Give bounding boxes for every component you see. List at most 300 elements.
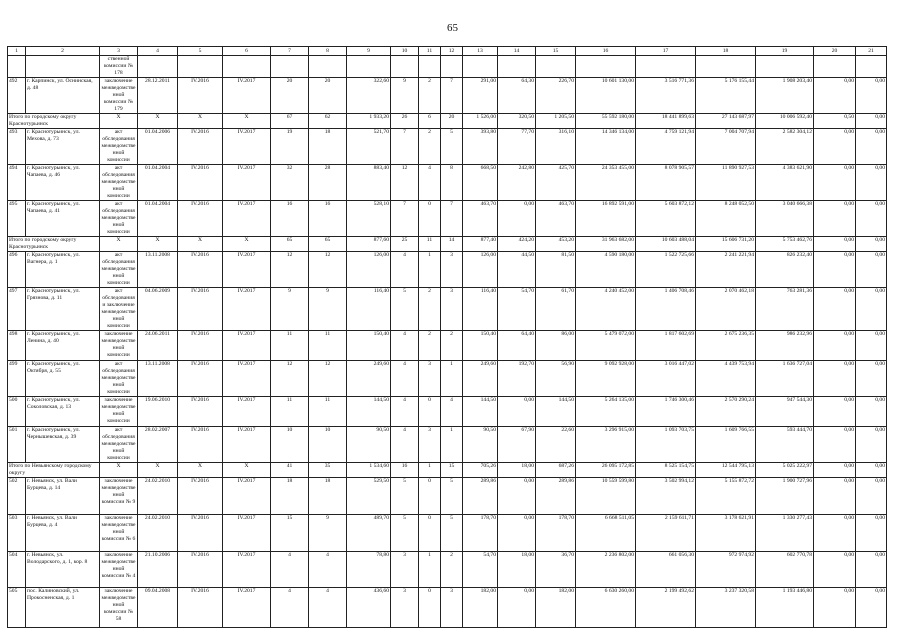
table-cell: 3 016 447,02 xyxy=(636,361,696,397)
table-cell: 0,00 xyxy=(856,331,887,361)
table-cell: г. Краснотурьинск, ул. Чернышевская, д. 39 xyxy=(26,427,100,463)
table-cell: 1 193 446,80 xyxy=(756,588,814,628)
column-number-cell: 9 xyxy=(347,47,391,56)
table-cell: 6 630 260,00 xyxy=(576,588,636,628)
column-number-cell: 7 xyxy=(271,47,309,56)
table-cell: 20 xyxy=(309,78,347,114)
table-cell: 0,00 xyxy=(498,515,536,552)
table-cell: 3 296 915,00 xyxy=(576,427,636,463)
table-cell: 11 xyxy=(309,397,347,427)
table-cell: 249,60 xyxy=(347,361,391,397)
table-cell: 2 xyxy=(419,78,441,114)
table-cell: Х xyxy=(178,463,223,478)
table-cell: 24.06.2011 xyxy=(138,331,178,361)
table-cell: 1 526,00 xyxy=(463,114,498,129)
table-cell: 5 025 222,97 xyxy=(756,463,814,478)
table-cell: 1 406 708,46 xyxy=(636,288,696,331)
table-cell: 11 xyxy=(309,331,347,361)
table-cell: IV.2017 xyxy=(223,427,271,463)
subtotal-row xyxy=(8,463,887,478)
table-cell xyxy=(419,56,441,78)
table-cell: 502 xyxy=(8,478,26,515)
table-cell: 602 770,78 xyxy=(756,552,814,588)
table-cell: Х xyxy=(138,463,178,478)
table-cell: 1 xyxy=(419,252,441,288)
table-cell: 3 237 320,58 xyxy=(696,588,756,628)
table-cell: IV.2016 xyxy=(178,288,223,331)
table-cell: 453,20 xyxy=(536,237,576,252)
table-cell: 1 xyxy=(441,427,463,463)
table-cell: г. Краснотурьинск, ул. Чапаева, д. 41 xyxy=(26,201,100,237)
table-cell: 521,70 xyxy=(347,129,391,165)
table-cell: 5 xyxy=(441,478,463,515)
table-cell: 501 xyxy=(8,427,26,463)
table-cell: 09.04.2008 xyxy=(138,588,178,628)
table-cell: 4 240 452,00 xyxy=(576,288,636,331)
table-cell: 0,00 xyxy=(814,427,856,463)
table-cell xyxy=(463,56,498,78)
table-cell: 13.11.2008 xyxy=(138,361,178,397)
table-cell: 144,50 xyxy=(536,397,576,427)
table-cell: 0,00 xyxy=(856,288,887,331)
table-cell: 6 668 511,05 xyxy=(576,515,636,552)
table-cell: IV.2017 xyxy=(223,588,271,628)
table-cell: 242,80 xyxy=(498,165,536,201)
table-cell: 947 544,30 xyxy=(756,397,814,427)
table-cell: 126,00 xyxy=(347,252,391,288)
data-table-sheet xyxy=(7,46,884,628)
table-cell: 150,40 xyxy=(347,331,391,361)
table-cell: 24.02.2010 xyxy=(138,478,178,515)
table-cell: 320,50 xyxy=(498,114,536,129)
table-cell: 10 xyxy=(309,427,347,463)
table-cell: 7 xyxy=(441,78,463,114)
table-cell xyxy=(178,56,223,78)
table-cell: 393,80 xyxy=(463,129,498,165)
table-cell: 1 522 725,66 xyxy=(636,252,696,288)
table-cell: 493 xyxy=(8,129,26,165)
table-cell: 41 xyxy=(271,463,309,478)
table-cell: 55 592 180,00 xyxy=(576,114,636,129)
table-cell: 528,10 xyxy=(347,201,391,237)
table-cell: 12 xyxy=(309,361,347,397)
table-cell: 0,00 xyxy=(498,201,536,237)
table-cell: 7 xyxy=(391,201,419,237)
table-cell xyxy=(309,56,347,78)
table-cell: акт обследования и заключение межведомственной комиссии xyxy=(101,288,136,329)
table-cell: г. Краснотурьинск, ул. Вагнера, д. 1 xyxy=(26,252,100,288)
table-cell: 3 xyxy=(441,252,463,288)
table-cell: заключение межведомственной комиссии xyxy=(100,397,138,427)
table-cell: 5 xyxy=(391,478,419,515)
table-cell: Х xyxy=(223,237,271,252)
table-cell: 24.02.2010 xyxy=(138,515,178,552)
column-number-cell: 13 xyxy=(463,47,498,56)
table-cell: 18,00 xyxy=(498,463,536,478)
table-cell: IV.2017 xyxy=(223,78,271,114)
table-cell: 26 095 172,85 xyxy=(576,463,636,478)
table-cell: 763 281,36 xyxy=(756,288,814,331)
table-cell: 0,00 xyxy=(498,397,536,427)
table-cell: 11 xyxy=(271,331,309,361)
table-cell: 16 892 591,00 xyxy=(576,201,636,237)
table-cell: 0,00 xyxy=(814,288,856,331)
table-cell: 0,00 xyxy=(814,361,856,397)
table-cell: 18 xyxy=(309,129,347,165)
table-cell: 12 544 795,13 xyxy=(696,463,756,478)
table-cell: 9 xyxy=(391,78,419,114)
table-cell: 497 xyxy=(8,288,26,331)
table-cell: 9 xyxy=(309,288,347,331)
table-cell: 0,00 xyxy=(856,114,887,129)
table-cell: 15 xyxy=(271,515,309,552)
table-cell: 13.11.2008 xyxy=(138,252,178,288)
table-cell xyxy=(391,56,419,78)
table-cell: 291,00 xyxy=(463,78,498,114)
table-cell: IV.2016 xyxy=(178,552,223,588)
table-cell: 1 xyxy=(419,552,441,588)
table-cell: 505 xyxy=(8,588,26,628)
column-number-cell: 11 xyxy=(419,47,441,56)
table-cell: 7 xyxy=(391,129,419,165)
table-cell: 503 xyxy=(8,515,26,552)
table-cell: 16 xyxy=(391,463,419,478)
table-cell: 4 590 180,00 xyxy=(576,252,636,288)
column-number-cell: 4 xyxy=(138,47,178,56)
table-cell: 661 056,30 xyxy=(636,552,696,588)
table-cell: IV.2017 xyxy=(223,201,271,237)
table-cell: 0,00 xyxy=(856,515,887,552)
table-cell: 529,50 xyxy=(347,478,391,515)
table-cell: 249,60 xyxy=(463,361,498,397)
table-cell: 28.12.2011 xyxy=(138,78,178,114)
table-cell: Х xyxy=(178,114,223,129)
table-cell: 883,40 xyxy=(347,165,391,201)
table-cell: 2 236 802,00 xyxy=(576,552,636,588)
table-cell: 2 675 236,35 xyxy=(696,331,756,361)
table-row xyxy=(8,201,887,237)
table-cell: 18 xyxy=(271,478,309,515)
table-cell: 35 xyxy=(309,463,347,478)
table-row xyxy=(8,78,887,114)
table-cell: 498 xyxy=(8,331,26,361)
table-cell: 26 xyxy=(391,114,419,129)
table-cell: 2 582 304,12 xyxy=(756,129,814,165)
table-cell xyxy=(498,56,536,78)
table-cell: 182,00 xyxy=(536,588,576,628)
table-cell: 3 xyxy=(419,427,441,463)
table-cell xyxy=(576,56,636,78)
table-cell: 0,00 xyxy=(814,397,856,427)
table-cell: 20 xyxy=(441,114,463,129)
table-cell: 144,50 xyxy=(463,397,498,427)
table-cell: 56,90 xyxy=(536,361,576,397)
table-cell: 77,70 xyxy=(498,129,536,165)
table-cell: 4 xyxy=(391,252,419,288)
table-cell: 316,10 xyxy=(536,129,576,165)
table-cell: 12 xyxy=(271,361,309,397)
table-cell: 4 xyxy=(271,552,309,588)
table-cell: 27 143 687,97 xyxy=(696,114,756,129)
table-cell: 21.10.2006 xyxy=(138,552,178,588)
table-cell xyxy=(223,56,271,78)
table-cell: 5 xyxy=(441,129,463,165)
column-number-cell: 19 xyxy=(756,47,814,56)
column-number-cell: 2 xyxy=(26,47,100,56)
table-row xyxy=(8,552,887,588)
table-cell: заключение межведомственной комиссии № 9 xyxy=(100,478,138,515)
table-cell: 2 xyxy=(441,552,463,588)
table-body xyxy=(8,47,887,628)
table-cell: IV.2016 xyxy=(178,397,223,427)
table-cell: 492 xyxy=(8,78,26,114)
table-cell: 67,90 xyxy=(498,427,536,463)
table-cell: 424,20 xyxy=(498,237,536,252)
table-cell: 1 908 203,40 xyxy=(756,78,814,114)
table-cell: IV.2017 xyxy=(223,552,271,588)
table-cell: 16 xyxy=(271,201,309,237)
table-cell: 178,70 xyxy=(536,515,576,552)
column-number-cell: 8 xyxy=(309,47,347,56)
table-cell: 150,40 xyxy=(463,331,498,361)
table-cell: Х xyxy=(100,237,138,252)
table-cell: 54,70 xyxy=(498,288,536,331)
column-number-cell: 3 xyxy=(100,47,138,56)
table-row xyxy=(8,515,887,552)
table-cell: 0,00 xyxy=(856,478,887,515)
table-cell: 0 xyxy=(419,588,441,628)
table-cell: 3 040 666,38 xyxy=(756,201,814,237)
table-cell: 1 205,50 xyxy=(536,114,576,129)
table-cell: 2 xyxy=(419,288,441,331)
table-cell: 0,00 xyxy=(814,331,856,361)
table-cell: 705,26 xyxy=(463,463,498,478)
column-number-cell: 12 xyxy=(441,47,463,56)
table-cell: 11 xyxy=(271,397,309,427)
table-cell: 489,70 xyxy=(347,515,391,552)
table-cell: 81,50 xyxy=(536,252,576,288)
table-cell: IV.2017 xyxy=(223,288,271,331)
table-cell: 0,00 xyxy=(856,361,887,397)
table-cell: 3 xyxy=(441,288,463,331)
table-cell: 4 xyxy=(441,397,463,427)
table-cell: 10 603 488,04 xyxy=(636,237,696,252)
table-row xyxy=(8,129,887,165)
table-cell: 1 609 766,55 xyxy=(696,427,756,463)
table-cell: 0,00 xyxy=(814,165,856,201)
table-cell: акт обследования межведомственной комиссии xyxy=(101,361,136,395)
table-row xyxy=(8,478,887,515)
table-cell: 18 xyxy=(309,478,347,515)
table-cell: 4 759 121,94 xyxy=(636,129,696,165)
table-cell: 32 xyxy=(271,165,309,201)
table-cell: IV.2016 xyxy=(178,588,223,628)
table-cell: 116,40 xyxy=(347,288,391,331)
table-cell: Х xyxy=(178,237,223,252)
table-cell: 496 xyxy=(8,252,26,288)
table-row xyxy=(8,165,887,201)
table-cell: 01.04.2004 xyxy=(138,201,178,237)
column-number-cell: 1 xyxy=(8,47,26,56)
table-cell: IV.2017 xyxy=(223,252,271,288)
table-cell: 4 xyxy=(391,331,419,361)
table-cell: Х xyxy=(100,114,138,129)
table-cell: 499 xyxy=(8,361,26,397)
table-cell: 182,00 xyxy=(463,588,498,628)
table-cell: г. Краснотурьинск, ул. Чапаева, д. 46 xyxy=(26,165,100,201)
table-cell: 8 525 154,75 xyxy=(636,463,696,478)
table-row xyxy=(8,588,887,628)
table-cell: г. Невьянск, ул. Володарского, д. 1, кор. 8 xyxy=(26,552,100,588)
table-cell: 24 353 455,00 xyxy=(576,165,636,201)
table-cell: 61,70 xyxy=(536,288,576,331)
table-cell: 126,00 xyxy=(463,252,498,288)
table-cell: 2 570 290,24 xyxy=(696,397,756,427)
table-cell: IV.2017 xyxy=(223,361,271,397)
table-cell: 01.04.2004 xyxy=(138,165,178,201)
table-cell: 986 232,96 xyxy=(756,331,814,361)
table-cell: 0,00 xyxy=(498,588,536,628)
table-cell: 8 xyxy=(441,165,463,201)
table-cell: 14 xyxy=(441,237,463,252)
table-cell xyxy=(856,56,887,78)
table-cell: 3 516 771,36 xyxy=(636,78,696,114)
table-cell: 86,00 xyxy=(536,331,576,361)
table-cell: IV.2016 xyxy=(178,252,223,288)
table-cell: 2 070 462,18 xyxy=(696,288,756,331)
table-cell: 877,60 xyxy=(347,237,391,252)
table-row xyxy=(8,56,887,78)
table-cell: 31 963 682,00 xyxy=(576,237,636,252)
table-cell xyxy=(696,56,756,78)
table-cell: г. Невьянск, ул. Вали Бурцева, д. 14 xyxy=(26,478,100,515)
column-number-cell: 14 xyxy=(498,47,536,56)
table-cell: 8 078 905,57 xyxy=(636,165,696,201)
table-cell: 2 159 611,71 xyxy=(636,515,696,552)
table-cell: 14 346 134,00 xyxy=(576,129,636,165)
column-number-row xyxy=(8,47,887,56)
table-cell xyxy=(8,56,26,78)
table-cell: 5 176 155,44 xyxy=(696,78,756,114)
table-cell: 15 xyxy=(441,463,463,478)
table-cell xyxy=(26,56,100,78)
table-cell: Х xyxy=(100,463,138,478)
table-cell: 0,00 xyxy=(856,588,887,628)
table-cell: 436,60 xyxy=(347,588,391,628)
table-cell: г. Невьянск, ул. Вали Бурцева, д. 4 xyxy=(26,515,100,552)
table-cell: 4 439 753,94 xyxy=(696,361,756,397)
table-cell: 62 xyxy=(309,114,347,129)
table-cell: 972 974,92 xyxy=(696,552,756,588)
table-cell: 3 502 994,12 xyxy=(636,478,696,515)
table-cell: Х xyxy=(223,114,271,129)
table-cell: 289,86 xyxy=(536,478,576,515)
table-cell: 11 890 927,53 xyxy=(696,165,756,201)
column-number-cell: 6 xyxy=(223,47,271,56)
table-cell: 3 xyxy=(391,552,419,588)
table-cell: 15 606 731,20 xyxy=(696,237,756,252)
table-cell: 65 xyxy=(309,237,347,252)
table-cell: 494 xyxy=(8,165,26,201)
column-number-cell: 17 xyxy=(636,47,696,56)
table-cell: 36,70 xyxy=(536,552,576,588)
table-cell: 5 155 872,72 xyxy=(696,478,756,515)
table-cell: 178,70 xyxy=(463,515,498,552)
table-cell: 226,70 xyxy=(536,78,576,114)
table-cell: 0,00 xyxy=(856,552,887,588)
table-cell: 463,70 xyxy=(536,201,576,237)
table-cell: 22,60 xyxy=(536,427,576,463)
table-cell: г. Краснотурьинск, ул. Соколовская, д. 13 xyxy=(26,397,100,427)
table-cell: IV.2017 xyxy=(223,129,271,165)
table-cell: 10 559 599,80 xyxy=(576,478,636,515)
table-cell: 0,00 xyxy=(498,478,536,515)
table-cell: IV.2016 xyxy=(178,515,223,552)
table-cell: Х xyxy=(138,114,178,129)
table-row xyxy=(8,397,887,427)
column-number-cell: 16 xyxy=(576,47,636,56)
column-number-cell: 10 xyxy=(391,47,419,56)
table-cell: заключение межведомственной комиссии xyxy=(100,331,138,361)
table-cell: 3 xyxy=(441,588,463,628)
table-cell: 0,00 xyxy=(814,588,856,628)
table-cell: 5 753 462,76 xyxy=(756,237,814,252)
table-cell: 04.06.2009 xyxy=(138,288,178,331)
table-cell: 6 xyxy=(419,114,441,129)
table-cell xyxy=(814,56,856,78)
table-cell: IV.2016 xyxy=(178,427,223,463)
table-cell: 5 264 135,00 xyxy=(576,397,636,427)
table-cell: 504 xyxy=(8,552,26,588)
table-cell: 2 xyxy=(419,129,441,165)
column-number-cell: 18 xyxy=(696,47,756,56)
table-cell: 5 xyxy=(391,515,419,552)
table-cell xyxy=(636,56,696,78)
table-cell: 28.02.2007 xyxy=(138,427,178,463)
table-cell: 2 xyxy=(441,331,463,361)
table-cell: 3 xyxy=(391,588,419,628)
table-cell: 500 xyxy=(8,397,26,427)
table-cell: 9 092 928,00 xyxy=(576,361,636,397)
table-cell: 0,00 xyxy=(856,237,887,252)
table-cell: 116,40 xyxy=(463,288,498,331)
table-cell: 7 004 707,94 xyxy=(696,129,756,165)
table-cell: 9 xyxy=(271,288,309,331)
table-cell: 0 xyxy=(419,201,441,237)
table-cell: 144,50 xyxy=(347,397,391,427)
table-cell: 0,00 xyxy=(856,165,887,201)
table-cell xyxy=(756,56,814,78)
table-cell: заключение межведомственной комиссии № 4 xyxy=(100,552,138,588)
table-cell: 8 248 052,50 xyxy=(696,201,756,237)
table-cell: 0,00 xyxy=(856,463,887,478)
table-cell: 0,00 xyxy=(814,463,856,478)
table-cell: 01.04.2006 xyxy=(138,129,178,165)
table-cell: 2 241 221,94 xyxy=(696,252,756,288)
table-cell: 0,00 xyxy=(856,78,887,114)
table-cell: 10 xyxy=(271,427,309,463)
table-cell: 0,00 xyxy=(856,397,887,427)
table-cell: 19.06.2010 xyxy=(138,397,178,427)
table-cell: 25 xyxy=(391,237,419,252)
table-cell: IV.2017 xyxy=(223,515,271,552)
table-cell: 1 900 727,96 xyxy=(756,478,814,515)
table-cell: 7 xyxy=(441,201,463,237)
table-cell: 90,50 xyxy=(347,427,391,463)
table-cell: 18,00 xyxy=(498,552,536,588)
table-cell: 0,50 xyxy=(814,114,856,129)
table-cell: г. Краснотурьинск, ул. Октября, д. 55 xyxy=(26,361,100,397)
